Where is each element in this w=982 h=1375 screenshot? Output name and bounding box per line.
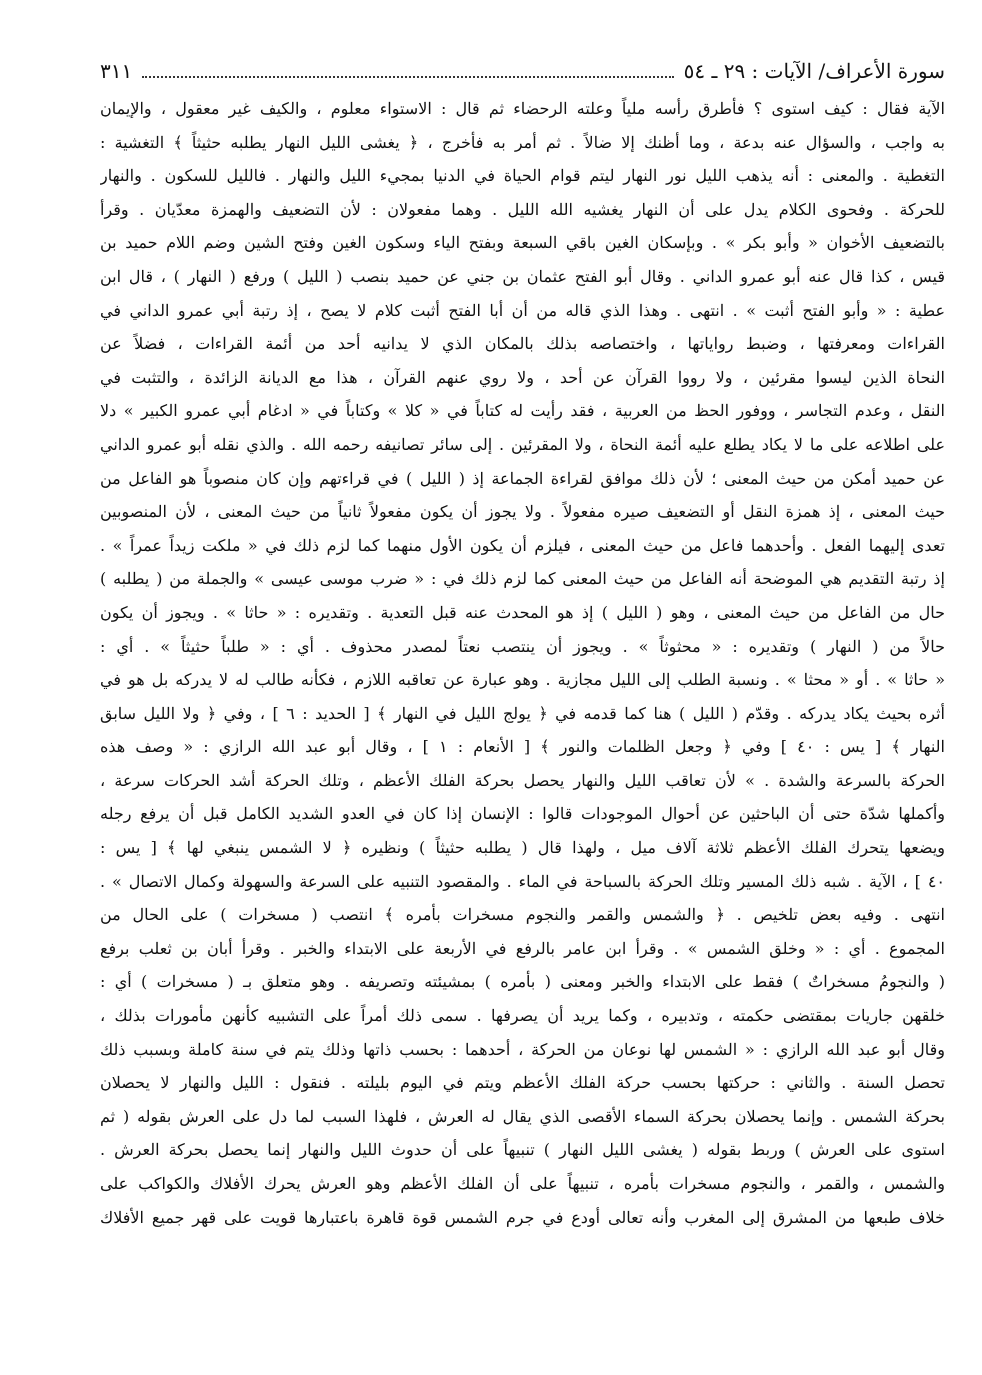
- body-text: [100, 92, 945, 1234]
- text-line: على اطلاعه على ما لا يكاد يطلع عليه أئمة النحاة ، ولا المقرئين . إلى سائر تصانيفه رحمه الله . والذي نقله أبو عمرو الداني: [100, 434, 945, 454]
- text-line: ويضعها يتحرك الفلك الأعظم ثلاثة آلاف ميل ، ولهذا قال ( يطلبه حثيثاً ) ونظيره ﴿ لا الشمس ينبغي لها ﴾ [ يس :: [100, 838, 945, 858]
- text-line: عن حميد أمكن من حيث المعنى ؛ لأن ذلك موافق لقراءة الجماعة إذ ( الليل ) في قراءتهم وإن كان منصوباً هو الفاعل من: [100, 468, 945, 488]
- text-line: للحركة . وفحوى الكلام يدل على أن النهار يغشيه الله الليل . وهما مفعولان : لأن التضعيف والهمزة معدّيان . وقرأ: [100, 199, 945, 219]
- text-line: النهار ﴾ [ يس : ٤٠ ] وفي ﴿ وجعل الظلمات والنور ﴾ [ الأنعام : ١ ] ، وقال أبو عبد الله الرازي : « وصف هذه: [100, 737, 945, 757]
- text-line: إذ رتبة التقديم هي الموضحة أنه الفاعل من حيث المعنى كما لزم ذلك في : « ضرب موسى عيسى » والجملة من ( يطلبه ): [100, 569, 945, 589]
- text-line: النقل ، وعدم التجاسر ، ووفور الحظ من العربية ، فقد رأيت له كتاباً في « كلا » وكتاباً في « ادغام أبي عمرو الكبير » دلا: [100, 401, 945, 421]
- text-line: الآية فقال : كيف استوى ؟ فأطرق رأسه ملياً وعلته الرحضاء ثم قال : الاستواء معلوم ، والكيف غير معقول ، والإيمان: [100, 99, 945, 118]
- text-line: النحاة الذين ليسوا مقرئين ، ولا رووا القرآن عن أحد ، ولا روي عنهم القرآن ، هذا مع الديانة الزائدة ، والتثبت في: [100, 367, 945, 387]
- text-line: عطية : « وأبو الفتح أثبت » . انتهى . وهذا الذي قاله من أن أبا الفتح أثبت كلام لا يصح ، إذ رتبة أبي عمرو الداني في: [100, 300, 945, 320]
- text-line: بالتضعيف الأخوان « وأبو بكر » . وبإسكان الغين باقي السبعة وبفتح الياء وسكون الغين وفتح الشين وضم اللام حميد بن: [100, 233, 945, 253]
- page-number: ٣١١: [100, 59, 133, 83]
- text-line: وقال أبو عبد الله الرازي : « الشمس لها نوعان من الحركة ، أحدهما : بحسب ذاتها وذلك يتم في سنة كاملة وبسبب ذلك: [100, 1039, 945, 1059]
- text-line: به واجب ، والسؤال عنه بدعة ، وما أظنك إلا ضالاً . ثم أمر به فأخرج ، ﴿ يغشى الليل النهار يطلبه حثيثاً ﴾ التغشية :: [100, 132, 945, 152]
- header-dotted-leader: [142, 56, 673, 78]
- text-line: خلقهن جاريات بمقتضى حكمته ، وتدبيره ، وكما يريد أن يصرفها . سمى ذلك أمراً على التشبيه كأنهن مأمورات بذلك ،: [100, 1006, 945, 1026]
- text-line: « حاثا » . أو « محثا » . ونسبة الطلب إلى الليل مجازية . وهو عبارة عن تعاقبه اللازم ، فكأنه طالب له لا يدركه بل هو في: [100, 670, 945, 690]
- text-line: حالاً من ( النهار ) وتقديره : « محثوثاً » . ويجوز أن ينتصب نعتاً لمصدر محذوف . أي : « طلباً حثيثاً » . أي :: [100, 636, 945, 656]
- text-line: المجموع . أي : « وخلق الشمس » . وقرأ ابن عامر بالرفع في الأربعة على الابتداء والخبر . وقرأ أبان بن ثعلب برفع: [100, 938, 945, 958]
- running-header: [100, 54, 945, 88]
- text-line: التغطية . والمعنى : أنه يذهب الليل نور النهار ليتم قوام الحياة في الدنيا بمجيء الليل والنهار . فالليل للسكون . والنهار: [100, 166, 945, 186]
- text-line: قيس ، كذا قال عنه أبو عمرو الداني . وقال أبو الفتح عثمان بن جني عن حميد بنصب ( الليل ) ورفع ( النهار ) ، قال ابن: [100, 266, 945, 286]
- text-line: خلاف طبعها من المشرق إلى المغرب وأنه تعالى أودع في جرم الشمس قوة قاهرة باعتبارها قويت على قهر جميع الأفلاك: [100, 1207, 945, 1227]
- text-line: استوى على العرش ) وربط بقوله ( يغشى الليل النهار ) تنبيهاً على أن حدوث الليل والنهار إنما يحصل بحركة العرش .: [100, 1140, 945, 1160]
- text-line: ( والنجومُ مسخراتٌ ) فقط على الابتداء والخبر ومعنى ( بأمره ) بمشيئته وتصريفه . وهو متعلق بـ ( مسخرات ) أي :: [100, 972, 945, 992]
- text-line: والشمس ، والقمر ، والنجوم مسخرات بأمره ، تنبيهاً على أن الفلك الأعظم وهو العرش يحرك الأفلاك والكواكب على: [100, 1174, 945, 1193]
- text-line: أثره بحيث يكاد يدركه . وقدّم ( الليل ) هنا كما قدمه في ﴿ يولج الليل في النهار ﴾ [ الحديد : ٦ ] ، وفي ﴿ ولا الليل سابق: [100, 703, 945, 723]
- text-line: حيث المعنى ، إذ همزة النقل أو التضعيف صيره مفعولاً . ولا يجوز أن يكون مفعولاً ثانياً من حيث المعنى ، لأن المنصوبين: [100, 502, 945, 522]
- text-line: تحصل السنة . والثاني : حركتها بحسب حركة الفلك الأعظم ويتم في اليوم بليلته . فنقول : الليل والنهار لا يحصلان: [100, 1073, 945, 1093]
- surah-title: سورة الأعراف/ الآيات : ٢٩ ـ ٥٤: [683, 59, 945, 83]
- text-line: حال من الفاعل من حيث المعنى ، وهو ( الليل ) إذ هو المحدث عنه قبل التعدية . وتقديره : « حاثا » . ويجوز أن يكون: [100, 602, 945, 622]
- text-line: الحركة بالسرعة والشدة . » لأن تعاقب الليل والنهار يحصل بحركة الفلك الأعظم ، وتلك الحركة أشد الحركات سرعة ،: [100, 770, 945, 790]
- text-line: انتهى . وفيه بعض تلخيص . ﴿ والشمس والقمر والنجوم مسخرات بأمره ﴾ انتصب ( مسخرات ) على الحال من: [100, 905, 945, 925]
- text-line: بحركة الشمس . وإنما يحصلان بحركة السماء الأقصى الذي يقال له العرش ، فلهذا السبب لما دل على العرش بقوله ( ثم: [100, 1106, 945, 1126]
- text-line: ٤٠ ] ، الآية . شبه ذلك المسير وتلك الحركة بالسباحة في الماء . والمقصود التنبيه على السرعة والسهولة وكمال الاتصال » .: [100, 871, 945, 891]
- text-line: القراءات ومعرفتها ، وضبط رواياتها ، واختصاصه بذلك بالمكان الذي لا يدانيه أحد من أئمة القراءات ، فضلاً عن: [100, 334, 945, 354]
- page: [100, 54, 945, 1314]
- text-line: تعدى إليهما الفعل . وأحدهما فاعل من حيث المعنى ، فيلزم أن يكون الأول منهما كما لزم ذلك في « ملكت زيداً عمراً » .: [100, 535, 945, 555]
- text-line: وأكملها شدّة حتى أن الباحثين عن أحوال الموجودات قالوا : الإنسان إذا كان في العدو الشديد الكامل قبل أن يرفع رجله: [100, 804, 945, 824]
